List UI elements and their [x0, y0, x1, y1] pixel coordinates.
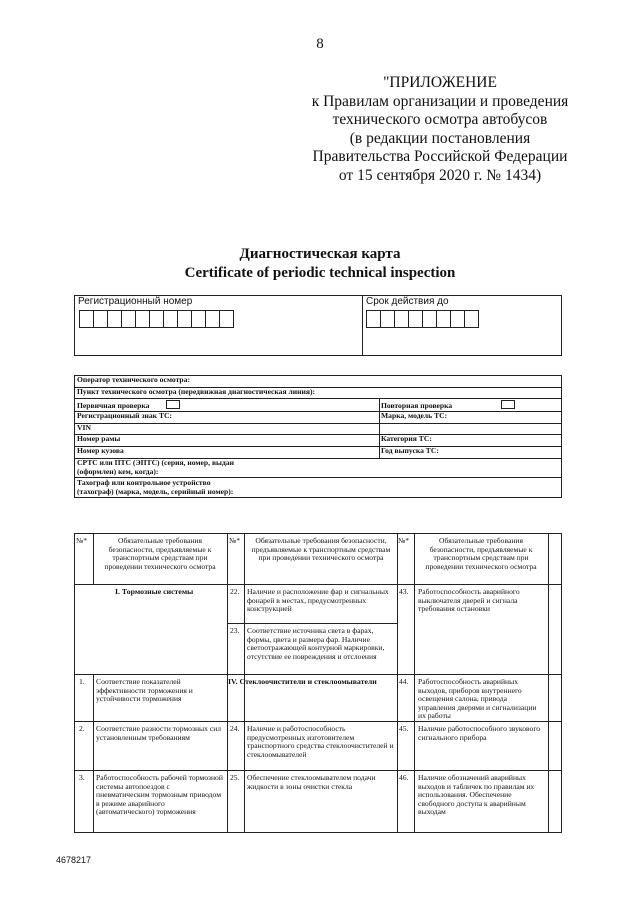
requirements-table: [74, 533, 562, 833]
validity-box: [362, 295, 562, 356]
item-text: Наличие работоспособного звукового сигнального прибора: [418, 724, 541, 742]
srts-label-line1: СРТС или ПТС (ЭПТС) (серия, номер, выдан: [77, 458, 234, 467]
frame-row: [75, 434, 561, 446]
appendix-line: технического осмотра автобусов: [332, 111, 548, 129]
item-number: 44.: [399, 677, 409, 686]
body-number-label: Номер кузова: [77, 446, 124, 455]
vehicle-info-table: [74, 375, 562, 498]
footer-code: 4678217: [56, 855, 92, 865]
validity-label: Срок действия до: [366, 296, 449, 307]
operator-label: Оператор технического осмотра:: [77, 376, 190, 384]
category-label: Категория ТС:: [381, 435, 432, 444]
reg-number-cells[interactable]: [79, 310, 233, 328]
vin-row: [75, 423, 561, 435]
item-text: Наличие и работоспособность предусмотренных изготовителем транспортного средства стеклоочистителей и стеклоомывателей: [247, 724, 394, 759]
item-text: Обеспечение стеклоомывателем подачи жидкости в зоны очистки стекла: [247, 773, 376, 791]
year-label: Год выпуска ТС:: [381, 446, 439, 455]
srts-row: [75, 458, 561, 477]
item-text: Работоспособность рабочей тормозной системы автопоездов с пневматическим тормозным приводом в режиме аварийного (автоматического) торможения: [96, 773, 223, 817]
primary-check-label: Первичная проверка: [77, 402, 150, 411]
primary-check-box[interactable]: [166, 400, 180, 409]
item-number: 22.: [230, 587, 240, 596]
col-header-3: Обязательные требования безопасности, предъявляемые к транспортным средствам при проведении технического осмотра: [425, 536, 537, 571]
item-text: Соответствие показателей эффективности торможения и устойчивости торможения: [96, 677, 193, 704]
item-text: Работоспособность аварийных выходов, приборов внутреннего освещения салона, привода управления дверями и сигнализации их работы: [418, 677, 537, 721]
body-row: [75, 446, 561, 458]
page-number: 8: [316, 36, 324, 52]
col-header-2: Обязательные требования безопасности, предъявляемые к транспортным средствам при проведении технического осмотра: [251, 536, 391, 563]
appendix-header: [300, 74, 580, 186]
item-number: 24.: [230, 724, 240, 733]
appendix-line: (в редакции постановления: [349, 129, 531, 147]
section-wipers: IV. Стеклоочистители и стеклоомыватели: [228, 677, 377, 686]
item-text: Работоспособность аварийного выключателя дверей и сигнала требования остановки: [418, 587, 520, 614]
item-number: 3.: [79, 773, 85, 782]
validity-cells[interactable]: [366, 310, 478, 328]
title-en: Certificate of periodic technical inspection: [184, 265, 456, 281]
col-header-1: Обязательные требования безопасности, предъявляемые к транспортным средствам при проведении технического осмотра: [104, 536, 216, 571]
frame-number-label: Номер рамы: [77, 435, 121, 444]
reg-sign-row: [75, 411, 561, 423]
num-header-2: №*: [229, 536, 241, 545]
appendix-line: Правительства Российской Федерации: [312, 148, 568, 166]
srts-label-line2: (оформлен) кем, когда):: [77, 467, 159, 476]
item-number: 23.: [230, 626, 240, 635]
repeat-check-label: Повторная проверка: [381, 402, 453, 411]
appendix-line: "ПРИЛОЖЕНИЕ: [383, 74, 497, 91]
item-number: 1.: [79, 677, 85, 686]
check-row: [75, 398, 561, 411]
item-number: 2.: [79, 724, 85, 733]
brand-model-label: Марка, модель ТС:: [381, 412, 448, 421]
appendix-line: к Правилам организации и проведения: [311, 92, 569, 110]
repeat-check-box[interactable]: [501, 400, 515, 409]
tacho-label-line2: (тахограф) (марка, модель, серийный номер):: [77, 487, 234, 496]
item-number: 45.: [399, 724, 409, 733]
item-number: 46.: [399, 773, 409, 782]
section-brakes: I. Тормозные системы: [115, 587, 194, 596]
operator-row: [75, 376, 561, 387]
item-text: Соответствие разности тормозных сил установленным требованиям: [96, 724, 222, 742]
item-number: 25.: [230, 773, 240, 782]
item-text: Соответствие источника света в фарах, формы, цвета и размера фар. Наличие светоотражающей контурной маркировки, отсутствие ее повреждения и отслоения: [247, 626, 385, 661]
reg-number-box: [74, 295, 363, 356]
tacho-row: [75, 477, 561, 497]
item-text: Наличие и расположение фар и сигнальных фонарей в местах, предусмотренных конструкцией: [247, 587, 389, 614]
point-row: [75, 387, 561, 399]
item-text: Наличие обозначений аварийных выходов и табличек по правилам их использования. Обеспечение свободного доступа к аварийным выходам: [418, 773, 535, 817]
num-header-1: №*: [76, 536, 88, 545]
appendix-line: от 15 сентября 2020 г. № 1434): [338, 166, 542, 184]
item-number: 43.: [399, 587, 409, 596]
reg-sign-label: Регистрационный знак ТС:: [77, 412, 173, 421]
num-header-3: №*: [398, 536, 410, 545]
tacho-label-line1: Тахограф или контрольное устройство: [77, 478, 211, 487]
title-ru: Диагностическая карта: [239, 246, 401, 262]
reg-number-label: Регистрационный номер: [78, 296, 193, 307]
point-label: Пункт технического осмотра (передвижная диагностическая линия):: [77, 387, 316, 396]
vin-label: VIN: [77, 423, 91, 432]
